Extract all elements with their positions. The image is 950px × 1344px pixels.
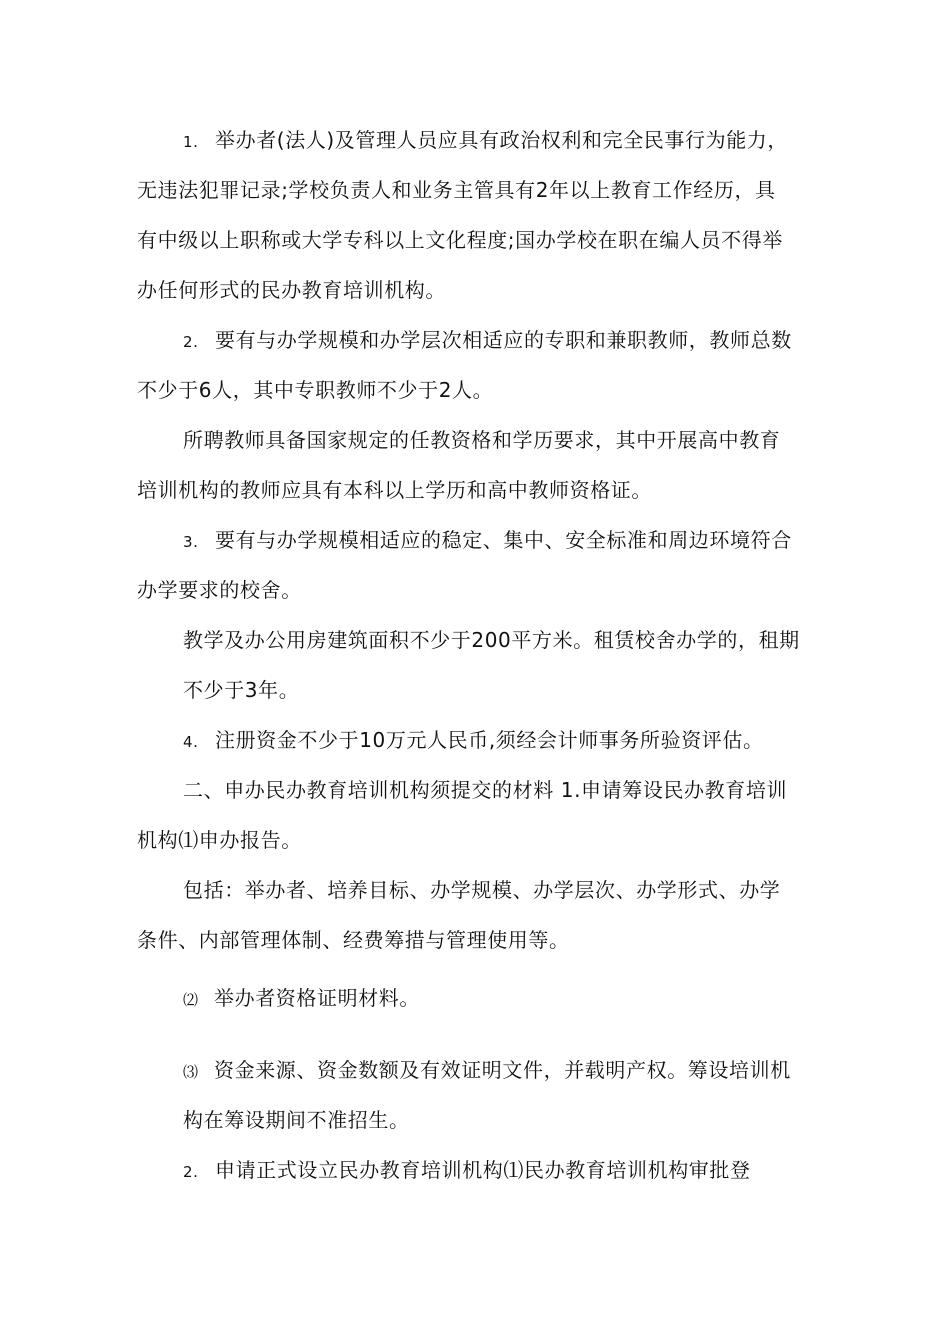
text-line: 举办者资格证明材料。 xyxy=(214,986,420,1010)
list-marker: 4. xyxy=(183,733,199,751)
paragraph-5-line-1: 教学及办公用房建筑面积不少于200平方米。租赁校舍办学的，租期 xyxy=(183,628,800,652)
paragraph-1-line-3: 有中级以上职称或大学专科以上文化程度;国办学校在职在编人员不得举 xyxy=(137,228,783,252)
text-line: 申请正式设立民办教育培训机构⑴民办教育培训机构审批登 xyxy=(215,1158,751,1182)
paragraph-1-line-2: 无违法犯罪记录;学校负责人和业务主管具有2年以上教育工作经历，具 xyxy=(137,178,776,202)
paragraph-5-line-2: 不少于3年。 xyxy=(183,678,300,702)
paragraph-4-line-1 xyxy=(183,526,792,556)
paragraph-1-line-1 xyxy=(183,126,788,156)
paragraph-6-line-1 xyxy=(183,726,764,756)
paragraph-7-line-2: 机构⑴申办报告。 xyxy=(137,828,302,852)
paragraph-2-line-2: 不少于6人，其中专职教师不少于2人。 xyxy=(137,378,494,402)
paragraph-10-line-2: 构在筹设期间不准招生。 xyxy=(183,1108,410,1132)
list-marker: 1. xyxy=(183,133,199,151)
paragraph-9-line-1 xyxy=(183,984,420,1014)
paragraph-8-line-2: 条件、内部管理体制、经费筹措与管理使用等。 xyxy=(137,928,570,952)
paragraph-8-line-1: 包括：举办者、培养目标、办学规模、办学层次、办学形式、办学 xyxy=(183,878,781,902)
paragraph-1-line-4: 办任何形式的民办教育培训机构。 xyxy=(137,278,446,302)
list-marker: 2. xyxy=(183,1163,199,1181)
paragraph-3-line-2: 培训机构的教师应具有本科以上学历和高中教师资格证。 xyxy=(137,478,652,502)
list-marker: 2. xyxy=(183,333,199,351)
text-line: 要有与办学规模相适应的稳定、集中、安全标准和周边环境符合 xyxy=(215,528,792,552)
list-marker: ⑵ xyxy=(183,991,199,1009)
text-line: 举办者(法人)及管理人员应具有政治权利和完全民事行为能力， xyxy=(215,128,789,152)
list-marker: 3. xyxy=(183,533,199,551)
paragraph-4-line-2: 办学要求的校舍。 xyxy=(137,578,302,602)
paragraph-2-line-1 xyxy=(183,326,792,356)
text-line: 要有与办学规模和办学层次相适应的专职和兼职教师，教师总数 xyxy=(215,328,792,352)
text-line: 资金来源、资金数额及有效证明文件，并载明产权。筹设培训机 xyxy=(214,1058,791,1082)
paragraph-10-line-1 xyxy=(183,1056,791,1086)
paragraph-7-line-1: 二、申办民办教育培训机构须提交的材料 1.申请筹设民办教育培训 xyxy=(183,778,788,802)
list-marker: ⑶ xyxy=(183,1063,199,1081)
paragraph-3-line-1: 所聘教师具备国家规定的任教资格和学历要求，其中开展高中教育 xyxy=(183,428,781,452)
paragraph-11-line-1 xyxy=(183,1156,751,1186)
text-line: 注册资金不少于10万元人民币,须经会计师事务所验资评估。 xyxy=(215,728,764,752)
